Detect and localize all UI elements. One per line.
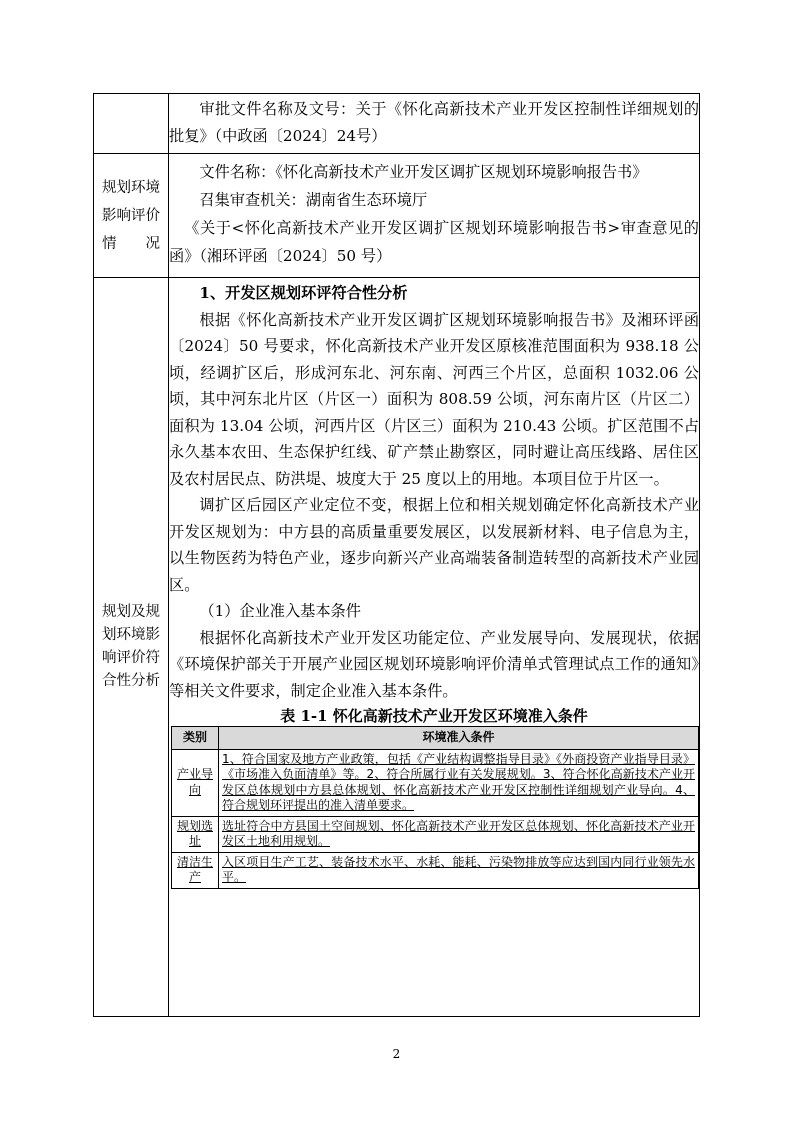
compliance-para-3: 根据怀化高新技术产业开发区功能定位、产业发展导向、发展现状，依据《环境保护部关于开展产业园区规划环境影响评价清单式管理试点工作的通知》等相关文件要求，制定企业准入基本条件。	[169, 628, 699, 700]
eia-reviewer: 召集审查机关：湖南省生态环境厅	[199, 191, 428, 209]
condition-cell: 入区项目生产工艺、装备技术水平、水耗、能耗、污染物排放等应达到国内同行业领先水平。	[219, 852, 699, 888]
compliance-para-2: 调扩区后园区产业定位不变，根据上位和相关规划确定怀化高新技术产业开发区规划为：中方县的高质量重要发展区，以发展新材料、电子信息为主，以生物医药为特色产业，逐步向新兴产业高端装备制造转型的高新技术产业园区。	[169, 496, 699, 594]
eia-content-cell	[169, 154, 700, 278]
approval-row	[94, 94, 700, 154]
table-row	[172, 816, 699, 852]
compliance-para-1: 根据《怀化高新技术产业开发区调扩区规划环境影响报告书》及湘环评函〔2024〕50 号要求，怀化高新技术产业开发区原核准范围面积为 938.18 公顷，经调扩区后，形成河东北、河东南、河西三个片区，总面积 1032.06 公顷，其中河东北片区（片区一）面积为 808.59 公顷，河东南片区（片区二）面积为 13.04 公顷，河西片区（片区三）面积为 210.43 公顷。扩区范围不占永久基本农田、生态保护红线、矿产禁止勘察区，同时避让高压线路、居住区及农村居民点、防洪堤、坡度大于 25 度以上的用地。本项目位于片区一。	[169, 310, 699, 488]
header-conditions: 环境准入条件	[219, 727, 699, 750]
category-cell: 规划选址	[172, 816, 219, 852]
category-cell: 产业导向	[172, 749, 219, 816]
approval-label-cell	[94, 94, 169, 154]
eia-review-letter: 《关于<怀化高新技术产业开发区调扩区规划环境影响报告书>审查意见的函》（湘环评函〔2024〕50 号）	[169, 219, 699, 265]
approval-doc-text: 审批文件名称及文号：关于《怀化高新技术产业开发区控制性详细规划的批复》（中政函〔2024〕24号）	[169, 100, 699, 145]
eia-row	[94, 154, 700, 278]
main-table	[93, 93, 700, 1017]
access-subheading: （1）企业准入基本条件	[199, 602, 361, 620]
access-table-header	[172, 727, 699, 750]
table-row	[172, 749, 699, 816]
page-number: 2	[392, 1047, 401, 1061]
condition-cell: 选址符合中方县国土空间规划、怀化高新技术产业开发区总体规划、怀化高新技术产业开发区土地利用规划。	[219, 816, 699, 852]
compliance-row	[94, 278, 700, 1017]
compliance-heading: 1、开发区规划环评符合性分析	[199, 284, 408, 302]
table-caption: 表 1-1 怀化高新技术产业开发区环境准入条件	[280, 707, 588, 725]
eia-label-text: 规划环境影响评价情况	[102, 179, 160, 252]
condition-cell: 1、符合国家及地方产业政策，包括《产业结构调整指导目录》《外商投资产业指导目录》《市场准入负面清单》等。2、符合所属行业有关发展规划。3、符合怀化高新技术产业开发区总体规划中方县总体规划、怀化高新技术产业开发区控制性详细规划产业导向。4、符合规划环评提出的准入清单要求。	[219, 749, 699, 816]
header-category: 类别	[172, 727, 219, 750]
eia-label	[94, 154, 169, 278]
eia-file-name: 文件名称：《怀化高新技术产业开发区调扩区规划环境影响报告书》	[199, 163, 648, 181]
category-cell: 清洁生产	[172, 852, 219, 888]
compliance-content-cell	[169, 278, 700, 1017]
access-conditions-table	[171, 726, 699, 889]
compliance-label-text: 规划及规划环境影响评价符合性分析	[102, 604, 160, 689]
compliance-label	[94, 278, 169, 1017]
approval-content-cell	[169, 94, 700, 154]
table-row	[172, 852, 699, 888]
